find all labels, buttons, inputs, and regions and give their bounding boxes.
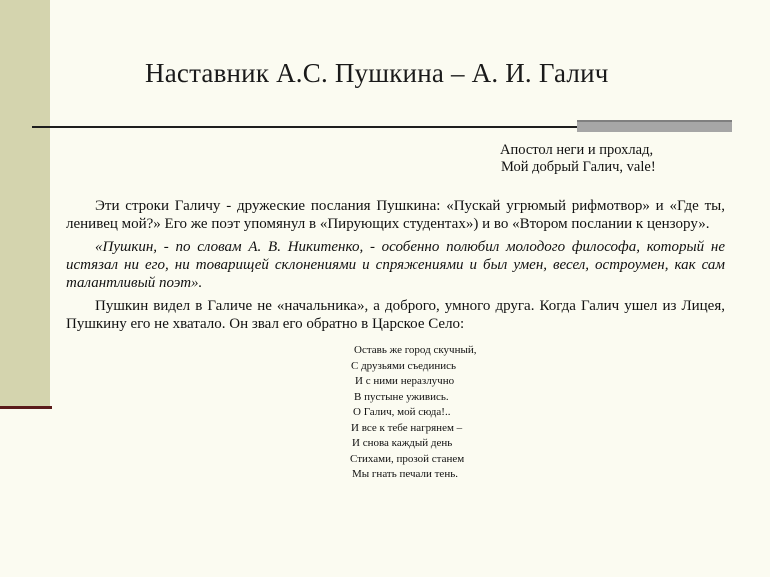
paragraph-quote: «Пушкин, - по словам А. В. Никитенко, - особенно полюбил молодого философа, который не истязал ни его, ни товарищей склонениями и спряжениями и был умен, весел, остроумен, как сам талантливый поэт». xyxy=(66,239,725,291)
epigraph xyxy=(500,142,740,176)
epigraph-line: Апостол неги и прохлад, xyxy=(500,142,654,158)
poem-line: С друзьями съединись xyxy=(351,359,457,372)
poem-line: В пустыне уживись. xyxy=(354,390,449,403)
left-accent-band xyxy=(0,0,50,408)
epigraph-line: Мой добрый Галич, vale! xyxy=(501,159,656,175)
poem-line: Стихами, прозой станем xyxy=(350,452,465,465)
slide-title: Наставник А.С. Пушкина – А. И. Галич xyxy=(145,58,609,88)
poem-line: О Галич, мой сюда!.. xyxy=(353,406,451,418)
poem xyxy=(340,343,540,483)
poem-line: Мы гнать печали тень. xyxy=(352,468,458,480)
title-divider-accent xyxy=(577,120,732,132)
poem-line: И снова каждый день xyxy=(352,437,453,449)
poem-line: И с ними неразлучно xyxy=(355,375,455,387)
paragraph-intro: Эти строки Галичу - дружеские послания Пушкина: «Пускай угрюмый рифмотвор» и «Где ты, ленивец мой?» Его же поэт упомянул в «Пирующих студентах») и во «Втором послании к цензору». xyxy=(66,198,725,232)
title-divider xyxy=(32,126,577,128)
body-text xyxy=(66,197,725,338)
poem-line: И все к тебе нагрянем – xyxy=(351,421,463,434)
left-accent-line xyxy=(0,406,52,409)
poem-line: Оставь же город скучный, xyxy=(354,344,477,356)
paragraph-friendship: Пушкин видел в Галиче не «начальника», а доброго, умного друга. Когда Галич ушел из Лицея, Пушкину его не хватало. Он звал его обратно в Царское Село: xyxy=(66,298,725,332)
